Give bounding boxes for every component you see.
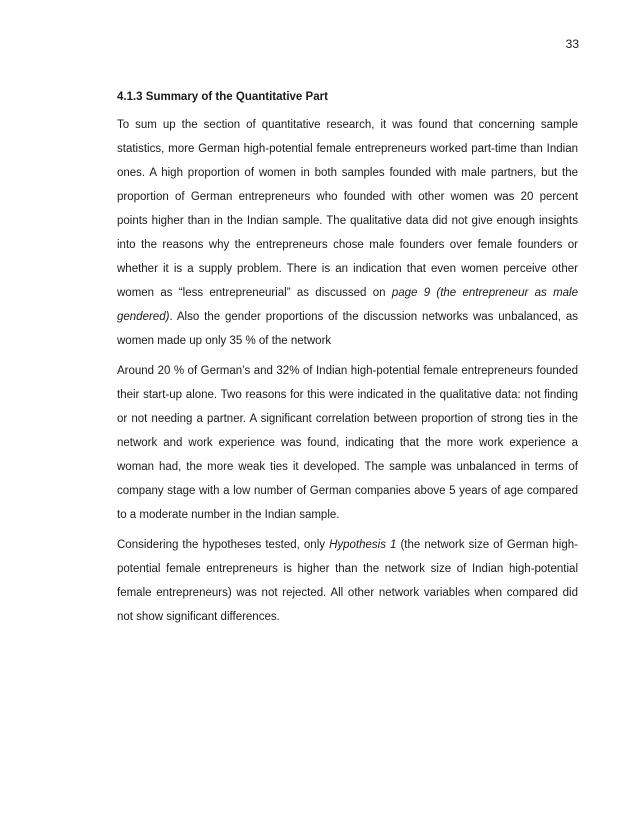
page-number: 33 — [565, 37, 579, 51]
paragraph-hypotheses-text: Considering the hypotheses tested, only — [117, 539, 330, 551]
section-heading: 4.1.3 Summary of the Quantitative Part — [117, 91, 328, 103]
page-reference: page 9 (the entrepreneur as male gendered) — [117, 287, 578, 323]
paragraph-hypotheses-text-end: (the network size of German high-potential female entrepreneurs is higher than the network size of Indian high-potential female entrepreneurs) was not rejected. All other network variables when compared did not show significant differences. — [117, 539, 578, 623]
paragraph-solo-founders: Around 20 % of German’s and 32% of Indian high-potential female entrepreneurs founded their start-up alone. Two reasons for this were indicated in the qualitative data: not finding or not needing a partner. A significant correlation between proportion of strong ties in the network and work experience was found, indicating that the more work experience a woman had, the more weak ties it developed. The sample was unbalanced in terms of company stage with a low number of German companies above 5 years of age compared to a moderate number in the Indian sample. — [117, 365, 578, 521]
paragraph-summary — [117, 113, 578, 353]
paragraph-hypotheses — [117, 533, 578, 629]
hypothesis-reference: Hypothesis 1 — [329, 539, 397, 551]
paragraph-summary-text-end: . Also the gender proportions of the discussion networks was unbalanced, as women made up only 35 % of the network — [117, 311, 578, 347]
page-content — [117, 89, 578, 635]
paragraph-summary-text: To sum up the section of quantitative research, it was found that concerning sample statistics, more German high-potential female entrepreneurs worked part-time than Indian ones. A high proportion of women in both samples founded with male partners, but the proportion of German entrepreneurs who founded with other women was 20 percent points higher than in the Indian sample. The qualitative data did not give enough insights into the reasons why the entrepreneurs chose male founders over female founders or whether it is a supply problem. There is an indication that even women perceive other women as “less entrepreneurial” as discussed on — [117, 119, 578, 299]
